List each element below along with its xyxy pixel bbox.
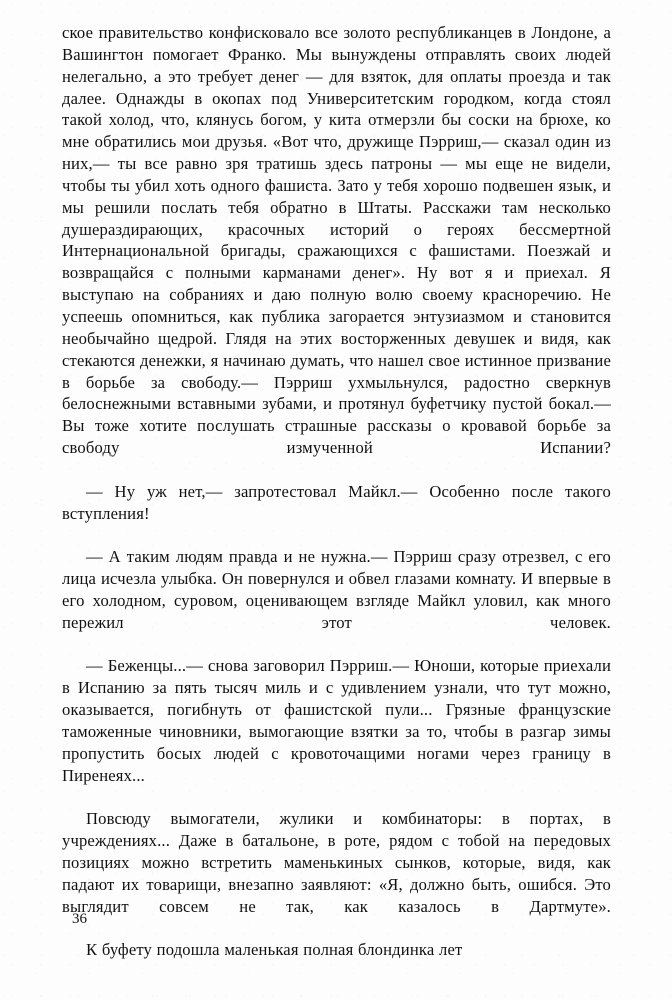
paragraph: — Ну уж нет,— запротестовал Майкл.— Особенно после такого вступления! bbox=[62, 481, 611, 523]
paragraph: — А таким людям правда и не нужна.— Пэрриш сразу отрезвел, с его лица исчезла улыбка. Он повернулся и обвел глазами комнату. И впервые в его холодном, суровом, оценивающем взгляде Майкл уловил, как много пережил этот человек. bbox=[62, 547, 611, 632]
paragraph: Повсюду вымогатели, жулики и комбинаторы: в портах, в учреждениях... Даже в батальоне, в роте, рядом с тобой на передовых позициях можно встретить маменькиных сынков, которые, видя, как падают их товарищи, внезапно заявляют: «Я, должно быть, ошибся. Это выглядит совсем не так, как казалось в Дартмуте». bbox=[62, 809, 611, 916]
paragraph: ское правительство конфисковало все золото республиканцев в Лондоне, а Вашингтон помогает Франко. Мы вынуждены отправлять своих людей нелегально, а это требует денег — для взяток, для оплаты проезда и так далее. Однажды в окопах под Университетским городком, когда стоял такой холод, что, клянусь богом, у кита отмерзли бы соски на брюхе, ко мне обратились мои друзья. «Вот что, дружище Пэрриш,— сказал один из них,— ты все равно зря тратишь здесь патроны — мы еще не видели, чтобы ты убил хоть одного фашиста. Зато у тебя хорошо подвешен язык, и мы решили послать тебя обратно в Штаты. Расскажи там несколько душераздирающих, красочных историй о героях бессмертной Интернациональной бригады, сражающихся с фашистами. Поезжай и возвращайся с полными карманами денег». Ну вот я и приехал. Я выступаю на собраниях и даю полную волю своему красноречию. Не успеешь опомниться, как публика загорается энтузиазмом и становится необычайно щедрой. Глядя на этих восторженных девушек и видя, как стекаются денежки, я начинаю думать, что нашел свое истинное призвание в борьбе за свободу.— Пэрриш ухмыльнулся, радостно сверкнув белоснежными вставными зубами, и протянул буфетчику пустой бокал.— Вы тоже хотите послушать страшные рассказы о кровавой борьбе за свободу измученной Испании? bbox=[62, 23, 611, 458]
page-number: 36 bbox=[72, 911, 87, 927]
paragraph: — Беженцы...— снова заговорил Пэрриш.— Юноши, которые приехали в Испанию за пять тысяч миль и с удивлением узнали, что тут можно, оказывается, погибнуть от фашистской пули... Грязные французские таможенные чиновники, вымогающие взятки за то, чтобы в разгар зимы пропустить босых людей с кровоточащими ногами через границу в Пиренеях... bbox=[62, 656, 611, 785]
text-column bbox=[62, 22, 611, 961]
paragraph: К буфету подошла маленькая полная блондинка лет bbox=[86, 940, 463, 960]
